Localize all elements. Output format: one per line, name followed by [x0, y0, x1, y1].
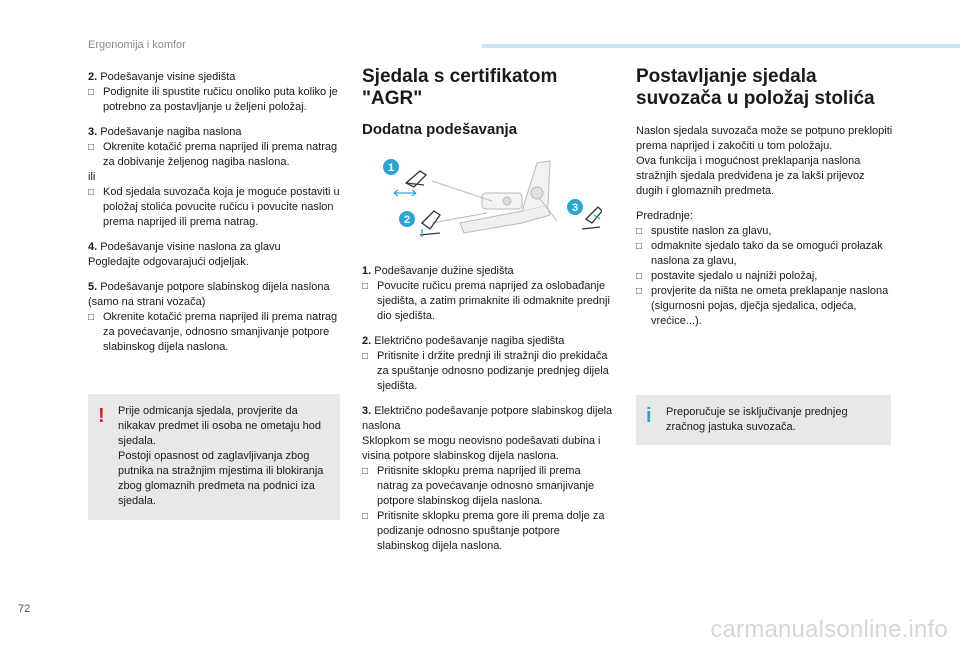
item-title: Podešavanje visine naslona za glavu [100, 241, 281, 253]
seat-adjustment-diagram [372, 153, 602, 245]
watermark: carmanualsonline.info [710, 616, 948, 643]
seat-illustration [432, 161, 557, 233]
list-item-text: spustite naslon za glavu, [651, 225, 772, 237]
info-note [636, 395, 891, 445]
column-left [88, 70, 340, 365]
callout-1 [383, 159, 399, 175]
callout-3 [567, 199, 583, 215]
warning-note [88, 394, 340, 520]
section-subheading: Dodatna podešavanja [362, 121, 518, 138]
checkbox-bullet-icon: □ [88, 142, 95, 153]
page-number: 72 [18, 603, 31, 615]
item-2-block [88, 70, 340, 115]
list-item [636, 269, 894, 284]
checkbox-bullet-icon: □ [362, 281, 369, 292]
item-number: 2. [88, 71, 98, 83]
section-header-title: Ergonomija i komfor [88, 39, 186, 51]
item-number: 3. [88, 126, 98, 138]
seat-tilt-icon [420, 211, 440, 237]
item-title: Podešavanje visine sjedišta [100, 71, 236, 83]
item-5-block [88, 280, 340, 355]
item-number: 1. [362, 265, 372, 277]
list-item [636, 239, 894, 269]
checkbox-bullet-icon: □ [362, 351, 369, 362]
lumbar-support-icon [582, 207, 602, 229]
seat-length-icon [394, 171, 426, 196]
warning-exclamation-icon: ! [98, 405, 105, 427]
checkbox-bullet-icon: □ [636, 241, 643, 252]
prerequisites-label: Predradnje: [636, 210, 693, 222]
list-item-text: Kod sjedala suvozača koja je moguće postaviti u položaj stolića povucite ručicu i povucite naslon prema naprijed ili prema natrag. [103, 186, 340, 228]
list-item-text: Pritisnite sklopku prema naprijed ili prema natrag za povećavanje odnosno smanjivanje potpore slabinskog dijela naslona. [377, 465, 595, 507]
list-item [362, 464, 614, 509]
checkbox-bullet-icon: □ [636, 286, 643, 297]
callout-label: 2 [403, 214, 411, 226]
list-item [636, 284, 894, 329]
checkbox-bullet-icon: □ [88, 312, 95, 323]
list-item [88, 185, 340, 230]
list-item-text: Povucite ručicu prema naprijed za oslobađanje sjedišta, a zatim primaknite ili odmaknite prednji dio sjedišta. [377, 280, 610, 322]
callout-label: 1 [387, 162, 395, 174]
list-item-text: provjerite da ništa ne ometa preklapanje naslona (sigurnosni pojas, dječja sjedalica, odjeća, vrećice...). [651, 285, 889, 327]
item-number: 4. [88, 241, 98, 253]
checkbox-bullet-icon: □ [362, 511, 369, 522]
item-title: Električno podešavanje nagiba sjedišta [374, 335, 565, 347]
checkbox-bullet-icon: □ [88, 187, 95, 198]
item-number: 5. [88, 281, 98, 293]
item-title: Podešavanje nagiba naslona [100, 126, 242, 138]
item-3-block [88, 125, 340, 230]
or-text: ili [88, 171, 96, 183]
list-item-text: Pritisnite sklopku prema gore ili prema dolje za podizanje odnosno spuštanje potpore slabinskog dijela naslona. [377, 510, 605, 552]
section-header-bar [482, 44, 960, 48]
item-title: Podešavanje dužine sjedišta [374, 265, 514, 277]
section-heading: Postavljanje sjedala suvozača u položaj stolića [636, 66, 875, 109]
item-2-block [362, 334, 614, 394]
list-item [88, 140, 340, 170]
list-item-text: Podignite ili spustite ručicu onoliko puta koliko je potrebno za postavljanje u željeni položaj. [103, 86, 338, 113]
checkbox-bullet-icon: □ [636, 226, 643, 237]
checkbox-bullet-icon: □ [88, 87, 95, 98]
item-4-block [88, 240, 340, 270]
item-number: 2. [362, 335, 372, 347]
list-item [88, 85, 340, 115]
intro-paragraph: Naslon sjedala suvozača može se potpuno preklopiti prema naprijed i zakočiti u tom položaju. Ova funkcija i mogućnost preklapanja naslona stražnjih sjedala predviđena je za lakši prijevoz dugih i glomaznih predmeta. [636, 125, 893, 197]
item-1-block [362, 264, 614, 324]
checkbox-bullet-icon: □ [362, 466, 369, 477]
callout-2 [399, 211, 415, 227]
list-item [362, 509, 614, 554]
item-title: Električno podešavanje potpore slabinskog dijela naslona [362, 405, 613, 432]
list-item [362, 349, 614, 394]
callout-label: 3 [571, 202, 579, 214]
item-title: Podešavanje potpore slabinskog dijela naslona (samo na strani vozača) [88, 281, 330, 308]
section-heading: Sjedala s certifikatom "AGR" [362, 66, 558, 109]
item-text: Pogledajte odgovarajući odjeljak. [88, 256, 249, 268]
list-item [362, 279, 614, 324]
info-icon: i [646, 405, 652, 427]
item-text: Sklopkom se mogu neovisno podešavati dubina i visina potpore slabinskog dijela naslona. [362, 435, 601, 462]
list-item-text: postavite sjedalo u najniži položaj, [651, 270, 818, 282]
item-number: 3. [362, 405, 372, 417]
list-item [636, 224, 894, 239]
list-item-text: odmaknite sjedalo tako da se omogući prolazak naslona za glavu, [651, 240, 883, 267]
column-middle [362, 66, 614, 564]
info-text: Preporučuje se isključivanje prednjeg zračnog jastuka suvozača. [666, 406, 848, 433]
warning-text: Prije odmicanja sjedala, provjerite da nikakav predmet ili osoba ne ometaju hod sjedala. Postoji opasnost od zaglavljivanja zbog putnika na stražnjim mjestima ili blokiranja zbog glomaznih predmeta na podnici iza sjedala. [118, 405, 324, 507]
list-item-text: Okrenite kotačić prema naprijed ili prema natrag za povećavanje, odnosno smanjivanje potpore slabinskog dijela naslona. [103, 311, 338, 353]
column-right [636, 66, 894, 329]
list-item-text: Pritisnite i držite prednji ili stražnji dio prekidača za spuštanje odnosno podizanje prednjeg dijela sjedišta. [377, 350, 609, 392]
item-3-block [362, 404, 614, 554]
checkbox-bullet-icon: □ [636, 271, 643, 282]
list-item-text: Okrenite kotačić prema naprijed ili prema natrag za dobivanje željenog nagiba naslona. [103, 141, 338, 168]
list-item [88, 310, 340, 355]
